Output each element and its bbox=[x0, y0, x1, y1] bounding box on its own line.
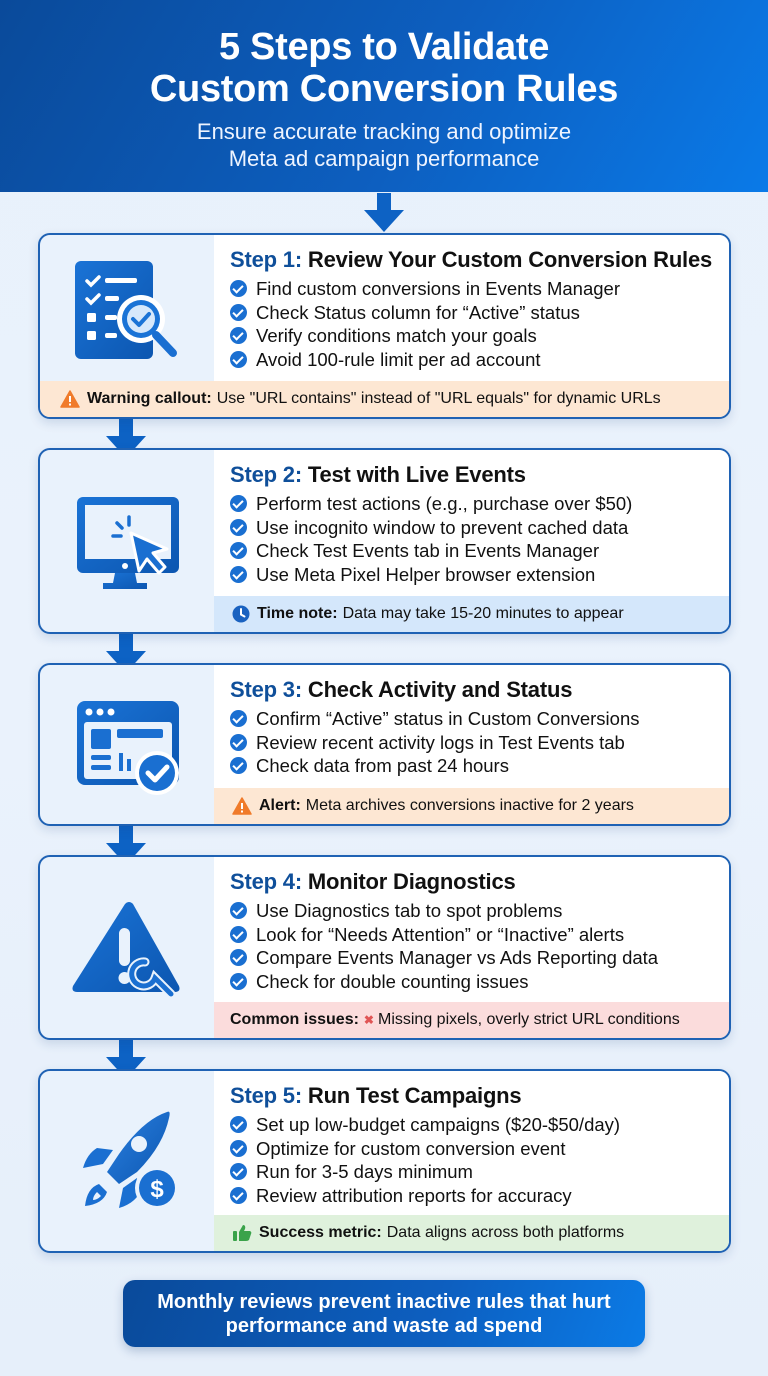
step-card-4 bbox=[38, 855, 731, 1040]
step-title-text: Review Your Custom Conversion Rules bbox=[307, 247, 713, 272]
check-circle-icon bbox=[230, 757, 247, 774]
checklist-item bbox=[230, 277, 717, 301]
step-2-icon-area bbox=[40, 450, 214, 632]
step-5-content bbox=[214, 1071, 729, 1215]
checklist-item bbox=[230, 301, 717, 325]
step-title-text: Check Activity and Status bbox=[307, 677, 573, 702]
checklist-item bbox=[230, 899, 717, 923]
common-issues-callout bbox=[214, 1002, 729, 1038]
step-number: Step 4: bbox=[230, 869, 302, 894]
alert-wrench-icon bbox=[67, 898, 187, 998]
checklist-item bbox=[230, 1113, 717, 1137]
checklist-item bbox=[230, 348, 717, 372]
step-2-title bbox=[230, 460, 717, 490]
checklist-search-icon bbox=[67, 253, 187, 363]
callout-label: Success metric: bbox=[259, 1224, 382, 1241]
check-circle-icon bbox=[230, 1163, 247, 1180]
checklist-item-text: Use Meta Pixel Helper browser extension bbox=[256, 563, 596, 585]
step-number: Step 2: bbox=[230, 462, 302, 487]
checklist-item bbox=[230, 754, 717, 778]
checklist-item-text: Confirm “Active” status in Custom Conversions bbox=[256, 708, 640, 729]
step-number: Step 3: bbox=[230, 677, 302, 702]
checklist-item bbox=[230, 731, 717, 755]
step-card-5 bbox=[38, 1069, 731, 1253]
checklist-item-text: Optimize for custom conversion event bbox=[256, 1137, 566, 1159]
check-circle-icon bbox=[230, 304, 247, 321]
footer-text: Monthly reviews prevent inactive rules that hurt performance and waste ad spend bbox=[157, 1290, 611, 1337]
step-3-content bbox=[214, 665, 729, 788]
checklist-item-text: Use Diagnostics tab to spot problems bbox=[256, 900, 563, 921]
step-4-checklist bbox=[230, 899, 717, 993]
clock-icon bbox=[232, 605, 250, 623]
title-line-2: Custom Conversion Rules bbox=[149, 68, 619, 110]
svg-text:$: $ bbox=[150, 1176, 164, 1203]
step-3-icon-area bbox=[40, 665, 214, 824]
checklist-item bbox=[230, 1184, 717, 1208]
step-title-text: Run Test Campaigns bbox=[307, 1083, 522, 1108]
check-circle-icon bbox=[230, 495, 247, 512]
subtitle-line-2: Meta ad campaign performance bbox=[228, 146, 540, 171]
checklist-item-text: Check for double counting issues bbox=[256, 970, 529, 992]
checklist-item-text: Use incognito window to prevent cached data bbox=[256, 516, 629, 538]
warning-triangle-icon bbox=[60, 390, 80, 408]
step-1-icon-area bbox=[40, 235, 214, 381]
step-number: Step 5: bbox=[230, 1083, 302, 1108]
subtitle bbox=[0, 118, 768, 172]
step-1-checklist bbox=[230, 277, 717, 371]
checklist-item bbox=[230, 516, 717, 540]
warning-triangle-icon bbox=[232, 797, 252, 815]
monitor-click-icon bbox=[67, 491, 187, 591]
check-circle-icon bbox=[230, 949, 247, 966]
checklist-item-text: Set up low-budget campaigns ($20-$50/day) bbox=[256, 1114, 621, 1135]
step-3-title bbox=[230, 675, 717, 705]
callout-text: Missing pixels, overly strict URL conditions bbox=[377, 1011, 680, 1028]
checklist-item-text: Look for “Needs Attention” or “Inactive” alerts bbox=[256, 923, 625, 945]
step-card-3 bbox=[38, 663, 731, 826]
callout-label: Warning callout: bbox=[87, 390, 212, 407]
browser-check-icon bbox=[67, 695, 187, 795]
check-circle-icon bbox=[230, 1140, 247, 1157]
check-circle-icon bbox=[230, 1116, 247, 1133]
checklist-item bbox=[230, 1160, 717, 1184]
down-arrow-icon bbox=[364, 193, 404, 233]
checklist-item-text: Run for 3-5 days minimum bbox=[256, 1161, 473, 1182]
checklist-item-text: Check Test Events tab in Events Manager bbox=[256, 540, 600, 561]
step-5-title bbox=[230, 1081, 717, 1111]
subtitle-line-1: Ensure accurate tracking and optimize bbox=[196, 119, 572, 144]
alert-callout bbox=[214, 788, 729, 824]
callout-text: Use "URL contains" instead of "URL equals" for dynamic URLs bbox=[216, 390, 661, 407]
step-1-content bbox=[214, 235, 729, 381]
callout-text: Data aligns across both platforms bbox=[386, 1224, 625, 1241]
page-title bbox=[0, 0, 768, 110]
check-circle-icon bbox=[230, 926, 247, 943]
check-circle-icon bbox=[230, 519, 247, 536]
checklist-item bbox=[230, 539, 717, 563]
step-2-checklist bbox=[230, 492, 717, 586]
step-number: Step 1: bbox=[230, 247, 302, 272]
step-2-content bbox=[214, 450, 729, 596]
step-card-2 bbox=[38, 448, 731, 634]
step-title-text: Test with Live Events bbox=[307, 462, 526, 487]
checklist-item-text: Check data from past 24 hours bbox=[256, 755, 509, 776]
callout-label: Alert: bbox=[259, 797, 301, 814]
checklist-item bbox=[230, 923, 717, 947]
callout-label: Time note: bbox=[257, 605, 338, 622]
step-4-title bbox=[230, 867, 717, 897]
step-4-content bbox=[214, 857, 729, 1002]
check-circle-icon bbox=[230, 542, 247, 559]
callout-label: Common issues: bbox=[230, 1011, 359, 1028]
title-line-1: 5 Steps to Validate bbox=[218, 26, 550, 68]
success-metric-callout bbox=[214, 1215, 729, 1251]
checklist-item bbox=[230, 707, 717, 731]
checklist-item-text: Review recent activity logs in Test Events tab bbox=[256, 731, 625, 753]
check-circle-icon bbox=[230, 1187, 247, 1204]
step-5-icon-area bbox=[40, 1071, 214, 1251]
check-circle-icon bbox=[230, 710, 247, 727]
step-card-1 bbox=[38, 233, 731, 419]
checklist-item-text: Check Status column for “Active” status bbox=[256, 301, 580, 323]
checklist-item-text: Compare Events Manager vs Ads Reporting data bbox=[256, 947, 659, 968]
step-4-icon-area bbox=[40, 857, 214, 1038]
warning-callout bbox=[40, 381, 729, 417]
step-5-checklist bbox=[230, 1113, 717, 1207]
thumbs-up-icon bbox=[232, 1224, 252, 1242]
step-3-checklist bbox=[230, 707, 717, 778]
checklist-item-text: Find custom conversions in Events Manager bbox=[256, 278, 621, 299]
x-icon: ✖ bbox=[363, 1013, 374, 1027]
check-circle-icon bbox=[230, 351, 247, 368]
checklist-item bbox=[230, 324, 717, 348]
checklist-item bbox=[230, 970, 717, 994]
header-banner bbox=[0, 0, 768, 192]
checklist-item bbox=[230, 946, 717, 970]
checklist-item-text: Verify conditions match your goals bbox=[256, 325, 537, 346]
rocket-dollar-icon bbox=[67, 1106, 187, 1216]
time-note-callout bbox=[214, 596, 729, 632]
step-1-title bbox=[230, 245, 717, 275]
checklist-item-text: Perform test actions (e.g., purchase over $50) bbox=[256, 493, 633, 514]
check-circle-icon bbox=[230, 280, 247, 297]
checklist-item-text: Avoid 100-rule limit per ad account bbox=[256, 348, 541, 370]
check-circle-icon bbox=[230, 327, 247, 344]
check-circle-icon bbox=[230, 973, 247, 990]
checklist-item bbox=[230, 1137, 717, 1161]
check-circle-icon bbox=[230, 566, 247, 583]
step-title-text: Monitor Diagnostics bbox=[307, 869, 516, 894]
footer-banner bbox=[123, 1280, 645, 1347]
checklist-item-text: Review attribution reports for accuracy bbox=[256, 1184, 572, 1206]
callout-text: Data may take 15-20 minutes to appear bbox=[342, 605, 624, 622]
checklist-item bbox=[230, 563, 717, 587]
check-circle-icon bbox=[230, 734, 247, 751]
checklist-item bbox=[230, 492, 717, 516]
callout-text: Meta archives conversions inactive for 2 years bbox=[305, 797, 634, 814]
check-circle-icon bbox=[230, 902, 247, 919]
